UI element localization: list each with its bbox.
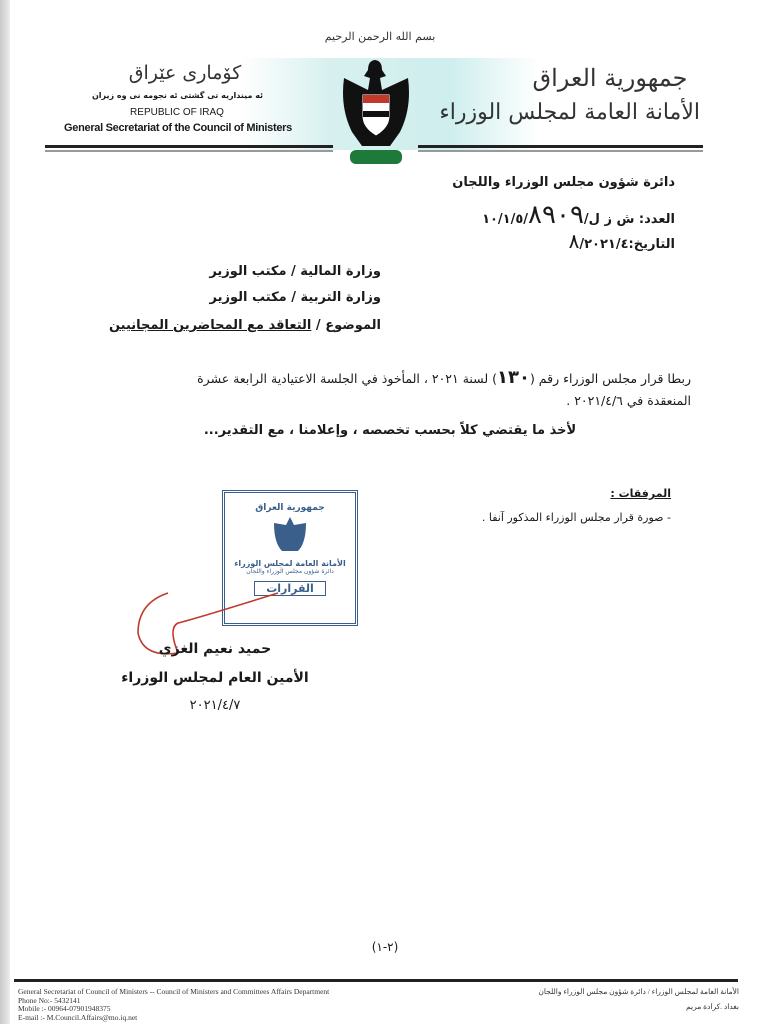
header-rule-left-thin — [45, 150, 333, 152]
secretariat-en: General Secretariat of the Council of Ministers — [64, 122, 292, 134]
date-day: ٨ — [568, 229, 580, 253]
footer-ar-line: الأمانة العامة لمجلس الوزراء / دائرة شؤون مجلس الوزراء واللجان — [538, 987, 739, 996]
stamp-bottom-text: القرارات — [254, 581, 326, 596]
date-label: التاريخ: — [628, 237, 675, 252]
body-line-1 — [197, 367, 691, 388]
arabic-subtitle: الأمانة العامة لمجلس الوزراء — [439, 100, 700, 125]
footer-rule — [14, 979, 738, 982]
footer-ar-address: بغداد .كرادة مريم — [686, 1001, 739, 1011]
subject-line — [109, 318, 381, 333]
subject-label: الموضوع / — [315, 318, 381, 333]
arabic-title: جمهورية العراق — [532, 64, 688, 92]
iraq-eagle-emblem-icon — [338, 58, 414, 170]
reference-number — [482, 200, 675, 230]
attachment-item: - صورة قرار مجلس الوزراء المذكور آنفا . — [481, 511, 671, 524]
department-name: دائرة شؤون مجلس الوزراء واللجان — [452, 175, 675, 190]
page-number: (٢-١) — [371, 940, 399, 954]
decision-number: ١٣٠ — [496, 367, 530, 388]
subject-text: التعاقد مع المحاضرين المجانيين — [108, 318, 312, 333]
kurdish-subtitle: ئه مینداریه تی گشتی ئه نجومه نی وه زیران — [91, 91, 264, 100]
kurdish-title: كۆماری عێراق — [128, 62, 242, 84]
republic-en: REPUBLIC OF IRAQ — [130, 107, 224, 118]
footer-ar — [538, 988, 739, 1011]
body-text: ربطا قرار مجلس الوزراء رقم ( — [529, 371, 691, 386]
number-label: العدد: ش ز ل/١٠/١/٥/ — [482, 212, 675, 227]
letter-date — [569, 229, 675, 253]
closing-line: لأخذ ما يقتضي كلاً بحسب تخصصه ، وإعلامنا ، مع التقدير... — [203, 423, 577, 438]
signature-date: ٢٠٢١/٤/٧ — [189, 698, 241, 713]
header-rule-right — [418, 145, 703, 148]
stamp-eagle-icon — [270, 515, 310, 557]
attachments-label: المرفقات : — [610, 487, 671, 500]
stamp-line-2: دائرة شؤون مجلس الوزراء واللجان — [246, 568, 334, 575]
body-line-2: المنعقدة في ٢٠٢١/٤/٦ . — [566, 393, 691, 408]
recipient: وزارة المالية / مكتب الوزير — [209, 264, 381, 279]
number-value: ٨٩٠٩ — [528, 200, 584, 230]
stamp-line-1: الأمانة العامة لمجلس الوزراء — [234, 559, 346, 568]
footer-phone: Phone No:- 5432141 — [18, 995, 81, 1005]
stamp-top-text: جمهورية العراق — [255, 503, 325, 513]
footer-email: E-mail :- M.Council.Affairs@mo.iq.net — [18, 1012, 138, 1022]
header-rule-right-thin — [418, 150, 703, 152]
signatory-title: الأمين العام لمجلس الوزراء — [121, 670, 309, 686]
header-rule-left — [45, 145, 333, 148]
signatory-name: حميد نعيم الغزي — [158, 641, 272, 657]
footer-en — [18, 988, 329, 1022]
footer-mobile: Mobile :- 00964-07901948375 — [18, 1004, 111, 1013]
basmala: بسم الله الرحمن الرحيم — [324, 30, 436, 43]
scan-edge — [0, 0, 10, 1024]
recipient: وزارة التربية / مكتب الوزير — [209, 290, 381, 305]
date-rest: /٢٠٢١/٤ — [579, 237, 629, 252]
body-text: ) لسنة ٢٠٢١ ، المأخوذ في الجلسة الاعتيادية الرابعة عشرة — [197, 371, 497, 386]
footer-en-line: General Secretariat of Council of Ministers -- Council of Ministers and Committees Affairs Department — [18, 987, 330, 996]
